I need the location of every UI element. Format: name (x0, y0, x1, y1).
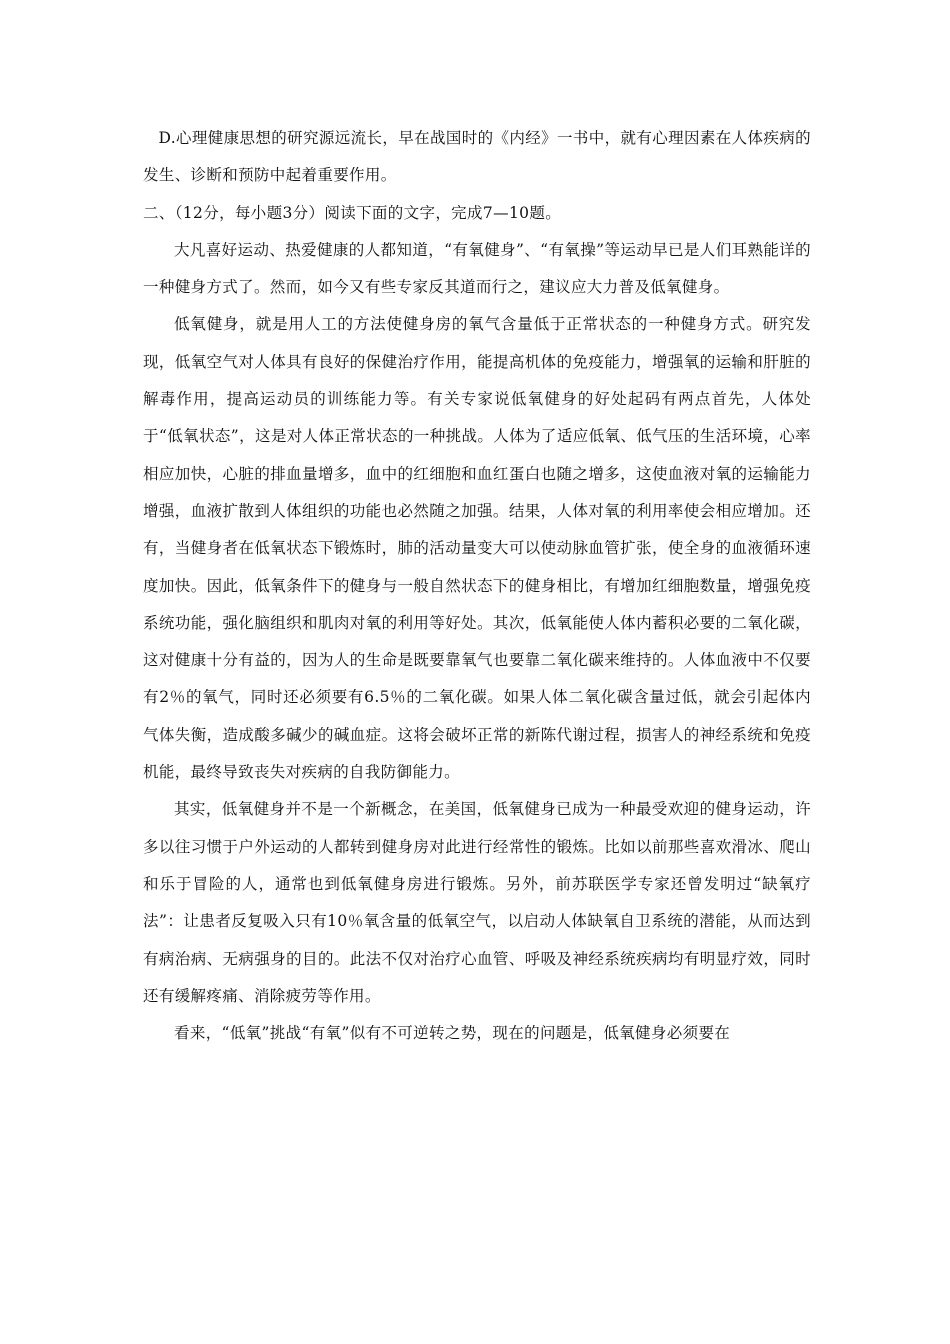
passage-paragraph-2: 低氧健身，就是用人工的方法使健身房的氧气含量低于正常状态的一种健身方式。研究发现，低氧空气对人体具有良好的保健治疗作用，能提高机体的免疫能力，增强氧的运输和肝脏的解毒作用，提高运动员的训练能力等。有关专家说低氧健身的好处起码有两点首先，人体处于“低氧状态”，这是对人体正常状态的一种挑战。人体为了适应低氧、低气压的生活环境，心率相应加快，心脏的排血量增多，血中的红细胞和血红蛋白也随之增多，这使血液对氧的运输能力增强，血液扩散到人体组织的功能也必然随之加强。结果，人体对氧的利用率使会相应增加。还有，当健身者在低氧状态下锻炼时，肺的活动量变大可以使动脉血管扩张，使全身的血液循环速度加快。因此，低氧条件下的健身与一般自然状态下的健身相比，有增加红细胞数量，增强免疫系统功能，强化脑组织和肌肉对氧的利用等好处。其次，低氧能使人体内蓄积必要的二氧化碳，这对健康十分有益的，因为人的生命是既要靠氧气也要靠二氧化碳来维持的。人体血液中不仅要有2％的氧气，同时还必须要有6.5％的二氧化碳。如果人体二氧化碳含量过低，就会引起体内气体失衡，造成酸多碱少的碱血症。这将会破坏正常的新陈代谢过程，损害人的神经系统和免疫机能，最终导致丧失对疾病的自我防御能力。 (143, 315, 811, 782)
section-heading: 二、（12分，每小题3分）阅读下面的文字，完成7—10题。 (143, 203, 562, 222)
document-body (143, 120, 811, 1052)
option-d-text: D.心理健康思想的研究源远流长，早在战国时的《内经》一书中，就有心理因素在人体疾病的发生、诊断和预防中起着重要作用。 (143, 129, 811, 185)
passage-paragraph-4: 看来，“低氧”挑战“有氧”似有不可逆转之势，现在的问题是，低氧健身必须要在 (174, 1024, 731, 1043)
passage-paragraph-1: 大凡喜好运动、热爱健康的人都知道，“有氧健身”、“有氧操”等运动早已是人们耳熟能详的一种健身方式了。然而，如今又有些专家反其道而行之，建议应大力普及低氧健身。 (143, 240, 811, 297)
passage-paragraph-3: 其实，低氧健身并不是一个新概念，在美国，低氧健身已成为一种最受欢迎的健身运动，许多以往习惯于户外运动的人都转到健身房对此进行经常性的锻炼。比如以前那些喜欢滑冰、爬山和乐于冒险的人，通常也到低氧健身房进行锻炼。另外，前苏联医学专家还曾发明过“缺氧疗法”：让患者反复吸入只有10％氧含量的低氧空气，以启动人体缺氧自卫系统的潜能，从而达到有病治病、无病强身的目的。此法不仅对治疗心血管、呼吸及神经系统疾病均有明显疗效，同时还有缓解疼痛、消除疲劳等作用。 (143, 800, 811, 1005)
